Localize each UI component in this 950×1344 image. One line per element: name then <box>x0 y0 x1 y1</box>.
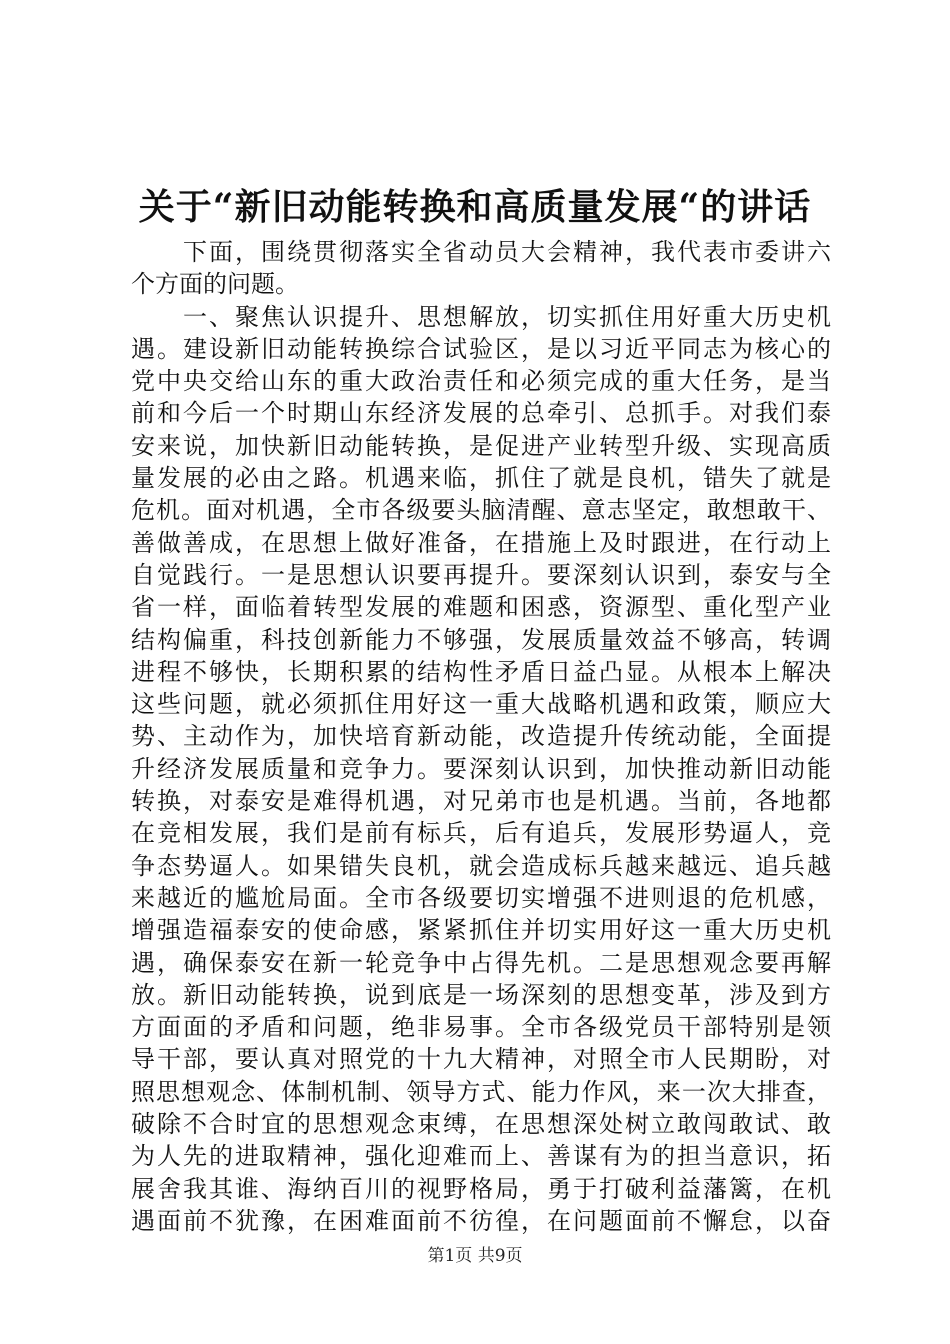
paragraph-line: 升经济发展质量和竞争力。要深刻认识到，加快推动新旧动能 <box>131 754 831 783</box>
paragraph-line: 遇。建设新旧动能转换综合试验区，是以习近平同志为核心的 <box>131 334 831 363</box>
paragraph-line: 遇面前不犹豫，在困难面前不彷徨，在问题面前不懈怠，以奋 <box>131 1206 831 1235</box>
paragraph-line: 党中央交给山东的重大政治责任和必须完成的重大任务，是当 <box>131 367 831 396</box>
paragraph-line: 增强造福泰安的使命感，紧紧抓住并切实用好这一重大历史机 <box>131 916 831 945</box>
paragraph-line: 势、主动作为，加快培育新动能，改造提升传统动能，全面提 <box>131 722 831 751</box>
paragraph-line: 破除不合时宜的思想观念束缚，在思想深处树立敢闯敢试、敢 <box>131 1110 831 1139</box>
paragraph-line: 为人先的进取精神，强化迎难而上、善谋有为的担当意识，拓 <box>131 1142 831 1171</box>
paragraph-line: 安来说，加快新旧动能转换，是促进产业转型升级、实现高质 <box>131 431 831 460</box>
paragraph-line: 前和今后一个时期山东经济发展的总牵引、总抓手。对我们泰 <box>131 399 831 428</box>
page-footer: 第1页 共9页 <box>427 1246 523 1266</box>
paragraph-line: 这些问题，就必须抓住用好这一重大战略机遇和政策，顺应大 <box>131 690 831 719</box>
paragraph-line: 转换，对泰安是难得机遇，对兄弟市也是机遇。当前，各地都 <box>131 787 831 816</box>
paragraph-line: 危机。面对机遇，全市各级要头脑清醒、意志坚定，敢想敢干、 <box>131 496 831 525</box>
paragraph-line: 放。新旧动能转换，说到底是一场深刻的思想变革，涉及到方 <box>131 980 831 1009</box>
paragraph-line: 方面面的矛盾和问题，绝非易事。全市各级党员干部特别是领 <box>131 1013 831 1042</box>
document-body <box>131 236 831 1237</box>
paragraph-line: 照思想观念、体制机制、领导方式、能力作风，来一次大排查， <box>131 1077 831 1106</box>
paragraph-line: 自觉践行。一是思想认识要再提升。要深刻认识到，泰安与全 <box>131 560 831 589</box>
paragraph-line: 遇，确保泰安在新一轮竞争中占得先机。二是思想观念要再解 <box>131 948 831 977</box>
paragraph-line: 下面，围绕贯彻落实全省动员大会精神，我代表市委讲六 <box>131 238 831 266</box>
paragraph-line: 导干部，要认真对照党的十九大精神，对照全市人民期盼，对 <box>131 1045 831 1074</box>
paragraph-line: 一、聚焦认识提升、思想解放，切实抓住用好重大历史机 <box>131 302 831 331</box>
paragraph-line: 展舍我其谁、海纳百川的视野格局，勇于打破利益藩篱，在机 <box>131 1174 831 1203</box>
paragraph-line: 在竞相发展，我们是前有标兵，后有追兵，发展形势逼人，竞 <box>131 819 831 848</box>
document-title: 关于“新旧动能转换和高质量发展“的讲话 <box>138 186 812 228</box>
paragraph-line: 争态势逼人。如果错失良机，就会造成标兵越来越远、追兵越 <box>131 851 831 880</box>
paragraph-line: 善做善成，在思想上做好准备，在措施上及时跟进，在行动上 <box>131 528 831 557</box>
paragraph-line: 量发展的必由之路。机遇来临，抓住了就是良机，错失了就是 <box>131 464 831 493</box>
paragraph-line: 结构偏重，科技创新能力不够强，发展质量效益不够高，转调 <box>131 625 831 654</box>
paragraph-line: 来越近的尴尬局面。全市各级要切实增强不进则退的危机感， <box>131 883 831 912</box>
paragraph-line: 个方面的问题。 <box>131 270 299 299</box>
paragraph-line: 进程不够快，长期积累的结构性矛盾日益凸显。从根本上解决 <box>131 657 831 686</box>
paragraph-line: 省一样，面临着转型发展的难题和困惑，资源型、重化型产业 <box>131 593 831 622</box>
